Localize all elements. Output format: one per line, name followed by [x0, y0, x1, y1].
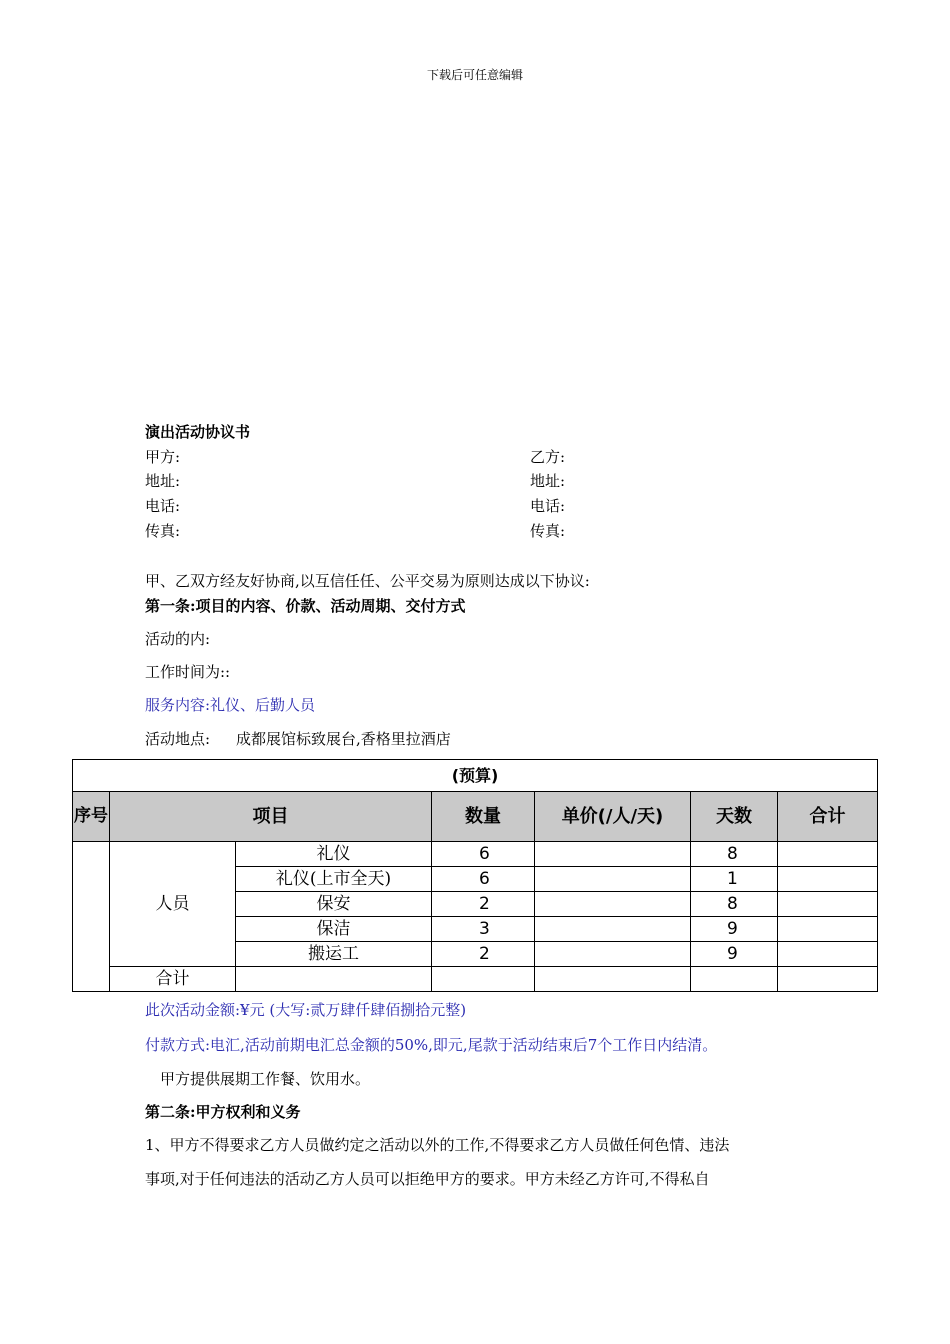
budget-table — [72, 759, 878, 992]
unit-price-cell — [535, 942, 691, 967]
header-total: 合计 — [778, 792, 878, 842]
article2-heading: 第二条:甲方权利和义务 — [145, 1103, 301, 1121]
total-cell — [778, 892, 878, 917]
sum-row — [73, 967, 878, 992]
days-cell: 1 — [691, 867, 778, 892]
days-cell: 8 — [691, 892, 778, 917]
amount-line: 此次活动金额:¥元 (大写:贰万肆仟肆佰捌拾元整) — [145, 1001, 467, 1019]
location-value: 成都展馆标致展台,香格里拉酒店 — [236, 730, 451, 748]
party-a-address-label: 地址: — [145, 472, 181, 490]
header-unit-price: 单价(/人/天) — [535, 792, 691, 842]
qty-cell: 3 — [432, 917, 535, 942]
location-label: 活动地点: — [145, 730, 211, 748]
qty-cell: 2 — [432, 942, 535, 967]
total-cell — [778, 842, 878, 867]
sum-empty-cell — [535, 967, 691, 992]
sum-empty-cell — [236, 967, 432, 992]
payment-line: 付款方式:电汇,活动前期电汇总金额的50%,即元,尾款于活动结束后7个工作日内结清。 — [145, 1036, 718, 1054]
work-time-line: 工作时间为:: — [145, 663, 231, 681]
sum-empty-cell — [778, 967, 878, 992]
document-title: 演出活动协议书 — [145, 423, 251, 441]
table-header-row — [73, 792, 878, 842]
days-cell: 9 — [691, 917, 778, 942]
item-cell: 保安 — [236, 892, 432, 917]
days-cell: 8 — [691, 842, 778, 867]
unit-price-cell — [535, 867, 691, 892]
seq-cell — [73, 842, 110, 992]
sum-empty-cell — [432, 967, 535, 992]
header-seq: 序号 — [73, 792, 110, 842]
sum-empty-cell — [691, 967, 778, 992]
article2-paragraph-line1: 1、甲方不得要求乙方人员做约定之活动以外的工作,不得要求乙方人员做任何色情、违法 — [145, 1136, 730, 1154]
table-row — [73, 842, 878, 867]
header-days: 天数 — [691, 792, 778, 842]
sum-label: 合计 — [110, 967, 236, 992]
item-cell: 搬运工 — [236, 942, 432, 967]
article1-heading: 第一条:项目的内容、价款、活动周期、交付方式 — [145, 597, 466, 615]
budget-caption-row — [73, 760, 878, 792]
item-cell: 礼仪 — [236, 842, 432, 867]
total-cell — [778, 942, 878, 967]
qty-cell: 6 — [432, 867, 535, 892]
party-b-fax-label: 传真: — [530, 522, 566, 540]
item-cell: 保洁 — [236, 917, 432, 942]
intro-paragraph: 甲、乙双方经友好协商,以互信任任、公平交易为原则达成以下协议: — [145, 572, 590, 590]
header-note: 下载后可任意编辑 — [426, 68, 523, 82]
party-b-name-label: 乙方: — [530, 448, 566, 466]
header-qty: 数量 — [432, 792, 535, 842]
article2-paragraph-line2: 事项,对于任何违法的活动乙方人员可以拒绝甲方的要求。甲方未经乙方许可,不得私自 — [145, 1170, 710, 1188]
qty-cell: 2 — [432, 892, 535, 917]
meals-line: 甲方提供展期工作餐、饮用水。 — [160, 1070, 371, 1088]
total-cell — [778, 917, 878, 942]
party-a-phone-label: 电话: — [145, 497, 181, 515]
party-b-address-label: 地址: — [530, 472, 566, 490]
total-cell — [778, 867, 878, 892]
party-a-name-label: 甲方: — [145, 448, 181, 466]
header-item: 项目 — [110, 792, 432, 842]
unit-price-cell — [535, 842, 691, 867]
item-cell: 礼仪(上市全天) — [236, 867, 432, 892]
party-a-fax-label: 传真: — [145, 522, 181, 540]
unit-price-cell — [535, 917, 691, 942]
service-content-line: 服务内容:礼仪、后勤人员 — [145, 696, 316, 714]
days-cell: 9 — [691, 942, 778, 967]
party-b-phone-label: 电话: — [530, 497, 566, 515]
activity-content-line: 活动的内: — [145, 630, 211, 648]
budget-caption: (预算) — [73, 760, 878, 792]
group-label: 人员 — [110, 842, 236, 967]
unit-price-cell — [535, 892, 691, 917]
qty-cell: 6 — [432, 842, 535, 867]
